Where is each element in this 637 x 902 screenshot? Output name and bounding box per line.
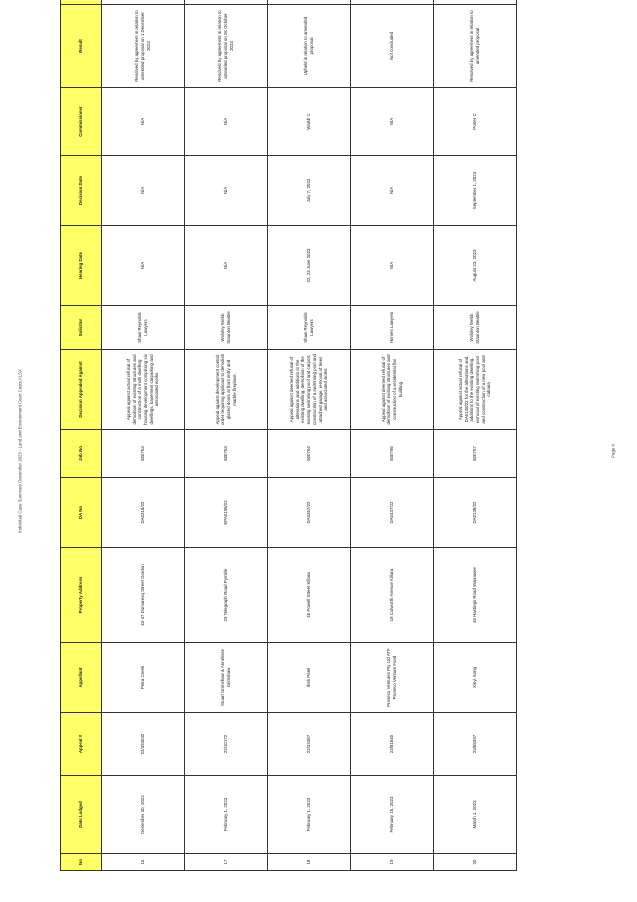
cell-decision-appealed: Appeal against development control order requiring applicant to demolish glazed doors at front entry and marble fireplace.	[185, 350, 268, 430]
cell-result: Resolved by agreement in relation to amended proposal	[434, 5, 517, 88]
rotated-page-content	[60, 10, 540, 871]
table-row	[351, 0, 434, 871]
cell-solicitor: Shaw Reynolds Lawyers	[268, 306, 351, 350]
table-row	[434, 0, 517, 871]
header-result: Result	[61, 5, 102, 88]
cell-solicitor: Homes Lawyers	[351, 306, 434, 350]
cell-result: Resolved by agreement in relation to amended proposal on 26 October 2023	[185, 5, 268, 88]
court-costs-table	[60, 0, 517, 871]
cell-property-address: 29 Telegraph Road Pymble	[185, 548, 268, 643]
cell-commissioner: N/A	[102, 88, 185, 156]
cell-date-lodged: February 1, 2023	[185, 776, 268, 854]
cell-appeal-number: 22/393032	[102, 713, 185, 776]
cell-decision-date: July 7, 2023	[268, 156, 351, 226]
cell-appeal-number: 23/51640	[351, 713, 434, 776]
cell-job-no: 500763	[102, 430, 185, 478]
cell-appellant: Xinyi Song	[434, 643, 517, 713]
cell-no: 20	[434, 854, 517, 871]
cell-costs-previous	[185, 0, 268, 5]
cell-no: 19	[351, 854, 434, 871]
cell-hearing-date: N/A	[351, 226, 434, 306]
cell-decision-appealed: Appeal against deemed refusal of alterations and additions to the existing dwelling, demolition of the existing swimming pool and carport, construction of a swimming pool and attached garage, removal of trees and associated works	[268, 350, 351, 430]
cell-appellant: Petra Creek	[102, 643, 185, 713]
table-row	[185, 0, 268, 871]
cell-hearing-date: 22, 23 June 2023	[268, 226, 351, 306]
cell-solicitor: Wolsley Webb Staunton Beattie	[434, 306, 517, 350]
cell-commissioner: Walsh C	[268, 88, 351, 156]
header-costs-previous	[61, 0, 102, 5]
cell-da-no: EPA0195/22	[185, 478, 268, 548]
cell-job-no: 500766	[351, 430, 434, 478]
cell-job-no: 500767	[434, 430, 517, 478]
header-appellant: Appellant	[61, 643, 102, 713]
cell-property-address: 46 Hastings Road Warrawee	[434, 548, 517, 643]
header-job-no: Job No	[61, 430, 102, 478]
cell-hearing-date: August 23, 2023	[434, 226, 517, 306]
cell-decision-date: N/A	[185, 156, 268, 226]
header-no: No	[61, 854, 102, 871]
header-hearing-date: Hearing Date	[61, 226, 102, 306]
cell-decision-appealed: Appeal against deemed refusal of demolition of existing structures and construction of a residential flat building	[351, 350, 434, 430]
cell-decision-date: N/A	[351, 156, 434, 226]
header-appeal-number: Appeal #	[61, 713, 102, 776]
cell-property-address: 40 Powell Street Killara	[268, 548, 351, 643]
cell-appellant: Stuart Grimshaw & Annelisse Grimshaw	[185, 643, 268, 713]
cell-costs-previous	[268, 0, 351, 5]
cell-hearing-date: N/A	[185, 226, 268, 306]
cell-no: 18	[268, 854, 351, 871]
cell-job-no: 500763	[185, 430, 268, 478]
cell-property-address: 18 Culworth Avenue Killara	[351, 548, 434, 643]
cell-commissioner: N/A	[185, 88, 268, 156]
header-decision-date: Decision Date	[61, 156, 102, 226]
header-solicitor: Solicitor	[61, 306, 102, 350]
cell-property-address: 43-47 Dumaresq Street Gordon	[102, 548, 185, 643]
cell-date-lodged: February 15, 2023	[351, 776, 434, 854]
cell-costs-previous	[434, 0, 517, 5]
cell-date-lodged: December 30, 2022	[102, 776, 185, 854]
table-row	[102, 0, 185, 871]
header-row	[61, 0, 102, 871]
cell-commissioner: N/A	[351, 88, 434, 156]
header-decision-appealed: Decision Appealed Against	[61, 350, 102, 430]
cell-da-no: DA0318/22	[102, 478, 185, 548]
header-commissioner: Commissioner	[61, 88, 102, 156]
header-property-address: Property Address	[61, 548, 102, 643]
cell-no: 16	[102, 854, 185, 871]
header-date-lodged: Date Lodged	[61, 776, 102, 854]
cell-decision-date: N/A	[102, 156, 185, 226]
cell-result: Resolved by agreement in relation to amended proposal on 1 December 2023	[102, 5, 185, 88]
cell-no: 17	[185, 854, 268, 871]
document-file-title: Individual Case Summary December 2023 - Land and Environment Court Costs.XLSX	[17, 369, 23, 533]
table-row	[268, 0, 351, 871]
cell-appellant: Ihsh Patel	[268, 643, 351, 713]
cell-date-lodged: February 1, 2023	[268, 776, 351, 854]
cell-solicitor: Wolsley Webb Staunton Beattie	[185, 306, 268, 350]
cell-appeal-number: 22/33387	[268, 713, 351, 776]
cell-hearing-date: N/A	[102, 226, 185, 306]
cell-da-no: DA0138/22	[434, 478, 517, 548]
cell-result: Upheld in relation to amended proposal	[268, 5, 351, 88]
cell-decision-appealed: Appeal against actual refusal of demolition of existing structures and construction of a multi dwelling housing development comprising six dwellings, basement carparking and associated works	[102, 350, 185, 430]
cell-costs-previous	[351, 0, 434, 5]
cell-job-no: 500764	[268, 430, 351, 478]
cell-date-lodged: March 1, 2023	[434, 776, 517, 854]
cell-costs-previous	[102, 0, 185, 5]
cell-decision-appealed: Appeal against actual refusal of DA0138/22 for the alterations and additions to the existing dwelling, removal of existing swimming pool and construction of a new pool and cabana	[434, 350, 517, 430]
page-number: Page 4	[610, 444, 616, 458]
header-da-no: DA No	[61, 478, 102, 548]
cell-appeal-number: 23/68397	[434, 713, 517, 776]
cell-decision-date: September 1, 2023	[434, 156, 517, 226]
cell-da-no: DA0357/22	[268, 478, 351, 548]
cell-solicitor: Shaw Reynolds Lawyers	[102, 306, 185, 350]
cell-da-no: DA0437/22	[351, 478, 434, 548]
cell-result: Not concluded	[351, 5, 434, 88]
cell-commissioner: Porter C	[434, 88, 517, 156]
cell-appellant: Proseco Ventures Pty Ltd ATF Proseco Venture Fund	[351, 643, 434, 713]
cell-appeal-number: 22/10172	[185, 713, 268, 776]
